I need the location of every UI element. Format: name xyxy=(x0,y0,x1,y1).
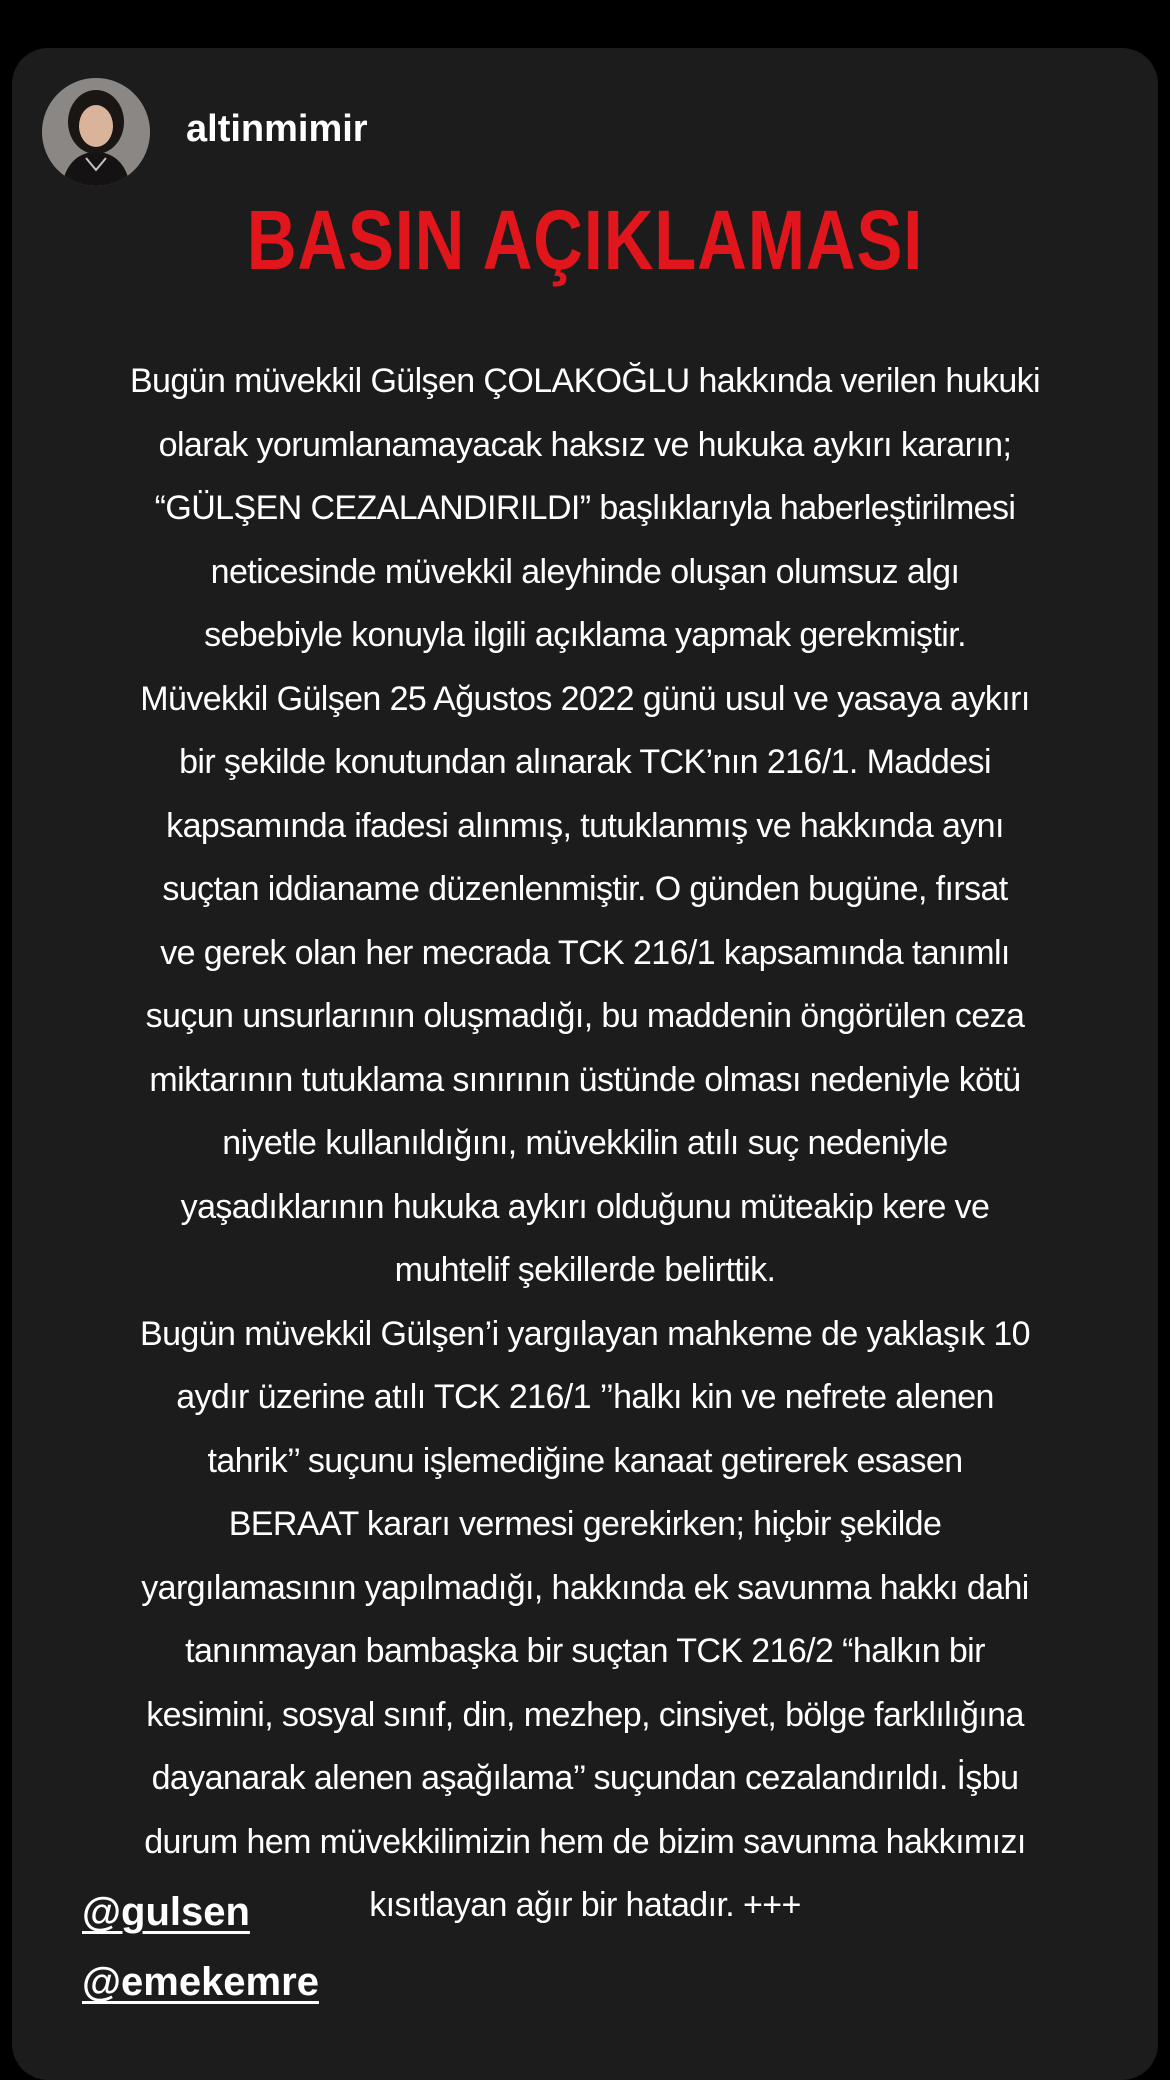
body-line: BERAAT kararı vermesi gerekirken; hiçbir şekilde xyxy=(228,1505,942,1543)
body-line: Bugün müvekkil Gülşen’i yargılayan mahkeme de yaklaşık 10 xyxy=(140,1314,1030,1353)
body-line: muhtelif şekillerde belirttik. xyxy=(394,1251,776,1289)
body-line: aydır üzerine atılı TCK 216/1 ’’halkı kin ve nefrete alenen xyxy=(176,1378,994,1416)
body-line: suçtan iddianame düzenlenmiştir. O günden bugüne, fırsat xyxy=(162,870,1008,908)
body-line: Müvekkil Gülşen 25 Ağustos 2022 günü usul ve yasaya aykırı xyxy=(140,679,1030,718)
body-line: miktarının tutuklama sınırının üstünde olması nedeniyle kötü xyxy=(149,1060,1021,1099)
body-line: olarak yorumlanamayacak haksız ve hukuka aykırı kararın; xyxy=(158,425,1012,464)
body-line: “GÜLŞEN CEZALANDIRILDI” başlıklarıyla haberleştirilmesi xyxy=(154,489,1016,527)
body-line: yaşadıklarının hukuka aykırı olduğunu müteakip kere ve xyxy=(180,1187,990,1226)
username[interactable]: altinmimir xyxy=(186,108,368,150)
profile-photo-icon xyxy=(42,78,150,186)
body-line: tanınmayan bambaşka bir suçtan TCK 216/2 “halkın bir xyxy=(185,1632,985,1670)
body-line: ve gerek olan her mecrada TCK 216/1 kapsamında tanımlı xyxy=(160,933,1010,972)
body-line: neticesinde müvekkil aleyhinde oluşan olumsuz algı xyxy=(210,552,960,591)
body-line: dayanarak alenen aşağılama’’ suçundan cezalandırıldı. İşbu xyxy=(151,1759,1019,1797)
body-line: kısıtlayan ağır bir hatadır. +++ xyxy=(369,1886,801,1924)
press-release-title: BASIN AÇIKLAMASI xyxy=(246,193,924,287)
body-line: kesimini, sosyal sınıf, din, mezhep, cinsiyet, bölge farklılığına xyxy=(146,1695,1024,1734)
body-line: yargılamasının yapılmadığı, hakkında ek savunma hakkı dahi xyxy=(141,1568,1029,1607)
mention-gulsen-link[interactable]: @gulsen xyxy=(82,1890,250,1934)
body-line: kapsamında ifadesi alınmış, tutuklanmış ve hakkında aynı xyxy=(166,806,1004,845)
body-line: niyetle kullanıldığını, müvekkilin atılı suç nedeniyle xyxy=(222,1124,948,1162)
press-release-body xyxy=(90,350,1080,1938)
mention-emekemre-link[interactable]: @emekemre xyxy=(82,1960,319,2004)
body-line: bir şekilde konutundan alınarak TCK’nın 216/1. Maddesi xyxy=(179,743,991,781)
body-line: sebebiyle konuyla ilgili açıklama yapmak gerekmiştir. xyxy=(204,616,966,654)
body-line: suçun unsurlarının oluşmadığı, bu maddenin öngörülen ceza xyxy=(145,997,1025,1035)
body-line: tahrik’’ suçunu işlemediğine kanaat getirerek esasen xyxy=(207,1441,963,1480)
avatar[interactable] xyxy=(42,78,150,186)
body-line: Bugün müvekkil Gülşen ÇOLAKOĞLU hakkında verilen hukuki xyxy=(129,362,1041,400)
body-line: durum hem müvekkilimizin hem de bizim savunma hakkımızı xyxy=(144,1822,1026,1861)
